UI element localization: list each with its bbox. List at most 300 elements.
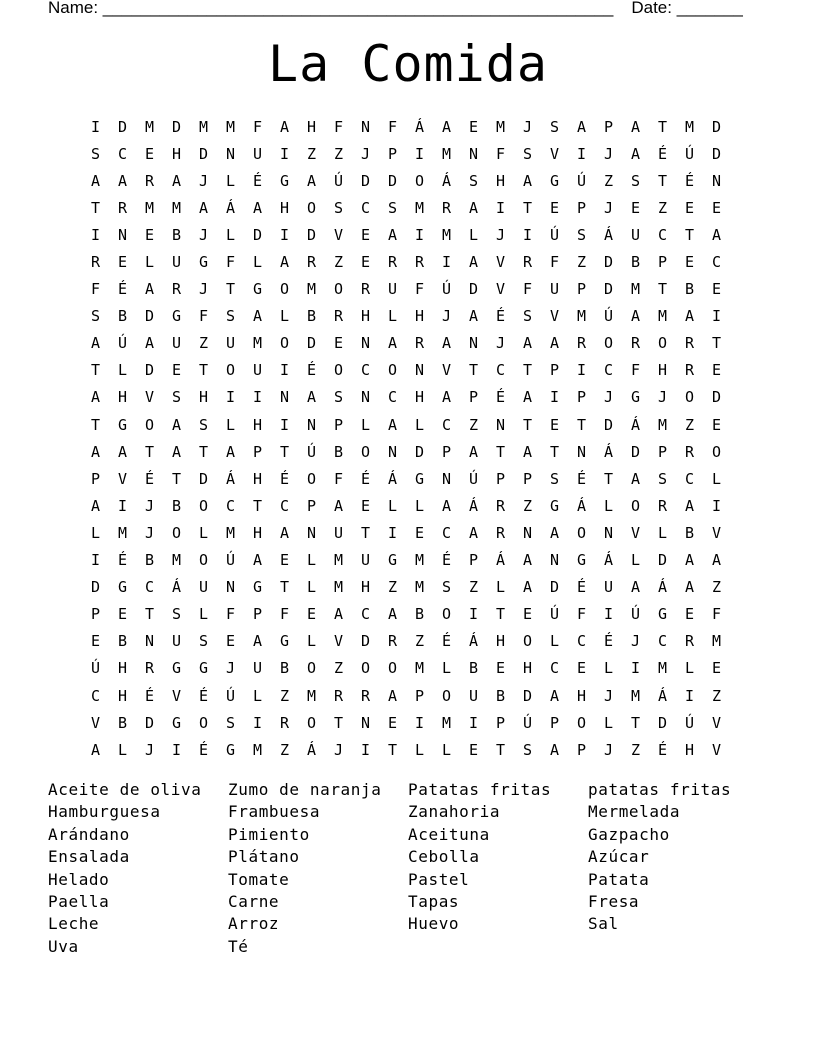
grid-letter: I bbox=[90, 551, 101, 570]
grid-letter: S bbox=[333, 388, 344, 407]
grid-letter: U bbox=[171, 253, 182, 272]
grid-letter: A bbox=[441, 496, 452, 515]
grid-letter: L bbox=[198, 605, 209, 624]
grid-letter: T bbox=[198, 361, 209, 380]
header-line bbox=[48, 0, 748, 18]
grid-letter: E bbox=[711, 361, 722, 380]
grid-letter: J bbox=[198, 171, 209, 190]
grid-letter: O bbox=[198, 496, 209, 515]
grid-letter: R bbox=[684, 334, 695, 353]
grid-letter: É bbox=[117, 280, 128, 299]
grid-letter: I bbox=[360, 740, 371, 759]
word-list-item: Carne bbox=[228, 891, 280, 911]
grid-letter: U bbox=[630, 225, 641, 244]
grid-letter: E bbox=[711, 415, 722, 434]
grid-letter: É bbox=[252, 171, 263, 190]
grid-letter: Z bbox=[279, 686, 290, 705]
grid-letter: S bbox=[657, 469, 668, 488]
grid-letter: J bbox=[603, 740, 614, 759]
grid-letter: E bbox=[387, 713, 398, 732]
grid-letter: P bbox=[252, 442, 263, 461]
grid-letter: Ú bbox=[684, 144, 695, 163]
grid-letter: L bbox=[441, 659, 452, 678]
grid-letter: R bbox=[90, 253, 101, 272]
grid-letter: H bbox=[360, 578, 371, 597]
grid-letter: B bbox=[684, 280, 695, 299]
grid-letter: D bbox=[387, 171, 398, 190]
grid-letter: A bbox=[117, 442, 128, 461]
grid-letter: A bbox=[441, 117, 452, 136]
grid-letter: E bbox=[630, 198, 641, 217]
grid-letter: L bbox=[117, 361, 128, 380]
grid-letter: L bbox=[225, 225, 236, 244]
grid-letter: V bbox=[549, 144, 560, 163]
grid-letter: Á bbox=[468, 632, 479, 651]
grid-letter: Á bbox=[657, 686, 668, 705]
grid-letter: R bbox=[387, 253, 398, 272]
grid-letter: A bbox=[387, 605, 398, 624]
grid-letter: L bbox=[441, 740, 452, 759]
grid-letter: S bbox=[522, 740, 533, 759]
grid-letter: Z bbox=[711, 578, 722, 597]
grid-letter: N bbox=[306, 523, 317, 542]
grid-letter: É bbox=[657, 740, 668, 759]
grid-letter: C bbox=[360, 605, 371, 624]
grid-letter: A bbox=[252, 198, 263, 217]
grid-letter: C bbox=[603, 361, 614, 380]
grid-letter: R bbox=[684, 632, 695, 651]
grid-letter: I bbox=[711, 307, 722, 326]
grid-letter: Z bbox=[279, 740, 290, 759]
grid-letter: A bbox=[171, 442, 182, 461]
grid-letter: I bbox=[468, 713, 479, 732]
grid-letter: E bbox=[90, 632, 101, 651]
grid-letter: S bbox=[522, 307, 533, 326]
grid-letter: S bbox=[198, 632, 209, 651]
grid-letter: I bbox=[279, 415, 290, 434]
grid-letter: A bbox=[279, 523, 290, 542]
grid-letter: S bbox=[90, 307, 101, 326]
grid-letter: M bbox=[171, 198, 182, 217]
grid-letter: N bbox=[279, 388, 290, 407]
grid-letter: M bbox=[252, 334, 263, 353]
grid-letter: H bbox=[198, 388, 209, 407]
grid-letter: I bbox=[522, 225, 533, 244]
grid-letter: A bbox=[522, 388, 533, 407]
word-list-item: Arroz bbox=[228, 914, 280, 934]
grid-letter: L bbox=[225, 171, 236, 190]
grid-letter: Ú bbox=[306, 442, 317, 461]
grid-letter: T bbox=[657, 117, 668, 136]
grid-letter: C bbox=[441, 415, 452, 434]
grid-letter: A bbox=[117, 171, 128, 190]
grid-letter: L bbox=[414, 740, 425, 759]
grid-letter: Z bbox=[333, 144, 344, 163]
grid-letter: I bbox=[576, 144, 587, 163]
grid-letter: Z bbox=[468, 415, 479, 434]
grid-letter: D bbox=[630, 442, 641, 461]
grid-letter: U bbox=[171, 334, 182, 353]
grid-letter: I bbox=[441, 253, 452, 272]
grid-letter: M bbox=[630, 280, 641, 299]
grid-letter: D bbox=[360, 171, 371, 190]
grid-letter: P bbox=[549, 361, 560, 380]
grid-letter: O bbox=[657, 334, 668, 353]
grid-letter: L bbox=[279, 307, 290, 326]
grid-letter: R bbox=[414, 253, 425, 272]
grid-letter: F bbox=[225, 253, 236, 272]
grid-letter: N bbox=[468, 144, 479, 163]
grid-letter: J bbox=[603, 686, 614, 705]
word-list-item: Mermelada bbox=[588, 802, 681, 822]
grid-letter: H bbox=[522, 659, 533, 678]
grid-letter: A bbox=[306, 171, 317, 190]
grid-letter: U bbox=[225, 334, 236, 353]
grid-letter: D bbox=[117, 117, 128, 136]
grid-letter: N bbox=[468, 334, 479, 353]
grid-letter: S bbox=[333, 198, 344, 217]
word-list bbox=[48, 779, 768, 958]
grid-letter: B bbox=[144, 551, 155, 570]
word-list-item: Leche bbox=[48, 914, 100, 934]
grid-letter: A bbox=[225, 442, 236, 461]
grid-letter: H bbox=[117, 388, 128, 407]
grid-letter: L bbox=[711, 469, 722, 488]
grid-letter: Z bbox=[711, 686, 722, 705]
word-list-item: Té bbox=[228, 936, 249, 956]
grid-letter: I bbox=[414, 144, 425, 163]
grid-letter: O bbox=[198, 713, 209, 732]
grid-letter: L bbox=[198, 523, 209, 542]
grid-letter: N bbox=[360, 117, 371, 136]
grid-letter: H bbox=[360, 307, 371, 326]
grid-letter: S bbox=[90, 144, 101, 163]
grid-letter: A bbox=[522, 551, 533, 570]
grid-letter: C bbox=[711, 253, 722, 272]
grid-letter: E bbox=[117, 605, 128, 624]
word-list-item: Pastel bbox=[408, 869, 470, 889]
grid-letter: P bbox=[495, 469, 506, 488]
word-list-item: Plátano bbox=[228, 847, 300, 867]
grid-letter: V bbox=[333, 632, 344, 651]
grid-letter: A bbox=[441, 334, 452, 353]
grid-letter: E bbox=[468, 117, 479, 136]
grid-letter: T bbox=[495, 605, 506, 624]
grid-letter: É bbox=[117, 551, 128, 570]
grid-letter: L bbox=[306, 551, 317, 570]
grid-letter: T bbox=[90, 361, 101, 380]
grid-letter: S bbox=[576, 225, 587, 244]
grid-letter: A bbox=[522, 171, 533, 190]
grid-letter: Ú bbox=[522, 713, 533, 732]
grid-letter: L bbox=[252, 253, 263, 272]
grid-letter: M bbox=[684, 117, 695, 136]
grid-letter: É bbox=[360, 469, 371, 488]
grid-letter: I bbox=[468, 605, 479, 624]
grid-letter: T bbox=[522, 415, 533, 434]
grid-letter: N bbox=[414, 361, 425, 380]
date-field-label: Date: _______ bbox=[631, 0, 743, 17]
grid-letter: T bbox=[630, 713, 641, 732]
grid-letter: U bbox=[171, 632, 182, 651]
grid-letter: D bbox=[711, 144, 722, 163]
grid-letter: Z bbox=[630, 740, 641, 759]
grid-letter: B bbox=[333, 442, 344, 461]
word-list-item: Aceite de oliva bbox=[48, 780, 202, 799]
grid-letter: S bbox=[387, 198, 398, 217]
grid-letter: B bbox=[414, 605, 425, 624]
grid-letter: G bbox=[171, 713, 182, 732]
grid-letter: A bbox=[90, 496, 101, 515]
grid-letter: Ú bbox=[225, 551, 236, 570]
grid-letter: R bbox=[630, 334, 641, 353]
grid-letter: A bbox=[306, 388, 317, 407]
grid-letter: L bbox=[657, 523, 668, 542]
grid-letter: M bbox=[144, 198, 155, 217]
grid-letter: D bbox=[144, 713, 155, 732]
grid-letter: L bbox=[549, 632, 560, 651]
grid-letter: H bbox=[414, 307, 425, 326]
word-list-item: Azúcar bbox=[588, 847, 650, 867]
word-list-item: Cebolla bbox=[408, 847, 480, 867]
grid-letter: P bbox=[522, 469, 533, 488]
grid-letter: I bbox=[684, 686, 695, 705]
grid-letter: A bbox=[549, 686, 560, 705]
grid-letter: É bbox=[441, 632, 452, 651]
grid-letter: V bbox=[630, 523, 641, 542]
grid-letter: T bbox=[468, 361, 479, 380]
word-list-item: Tomate bbox=[228, 869, 290, 889]
grid-letter: M bbox=[657, 415, 668, 434]
grid-letter: A bbox=[90, 388, 101, 407]
grid-letter: P bbox=[576, 388, 587, 407]
grid-letter: S bbox=[171, 605, 182, 624]
grid-letter: A bbox=[252, 551, 263, 570]
grid-letter: V bbox=[171, 686, 182, 705]
grid-letter: L bbox=[603, 496, 614, 515]
grid-letter: É bbox=[495, 307, 506, 326]
grid-letter: A bbox=[684, 578, 695, 597]
grid-letter: Ú bbox=[603, 307, 614, 326]
grid-letter: H bbox=[279, 198, 290, 217]
word-list-item: Frambuesa bbox=[228, 802, 321, 822]
word-list-item: Gazpacho bbox=[588, 824, 670, 844]
grid-letter: D bbox=[468, 280, 479, 299]
grid-letter: L bbox=[603, 713, 614, 732]
grid-letter: H bbox=[252, 523, 263, 542]
grid-letter: M bbox=[306, 280, 317, 299]
grid-letter: Ú bbox=[630, 605, 641, 624]
grid-letter: Z bbox=[306, 144, 317, 163]
grid-letter: Ú bbox=[468, 469, 479, 488]
grid-letter: D bbox=[603, 415, 614, 434]
grid-letter: A bbox=[630, 307, 641, 326]
grid-letter: H bbox=[495, 632, 506, 651]
grid-letter: O bbox=[387, 659, 398, 678]
grid-letter: A bbox=[90, 334, 101, 353]
grid-letter: T bbox=[333, 713, 344, 732]
grid-letter: O bbox=[171, 523, 182, 542]
grid-letter: F bbox=[225, 605, 236, 624]
grid-letter: Á bbox=[306, 740, 317, 759]
grid-letter: Á bbox=[225, 198, 236, 217]
grid-letter: J bbox=[441, 307, 452, 326]
grid-letter: D bbox=[360, 632, 371, 651]
grid-letter: D bbox=[657, 551, 668, 570]
grid-letter: P bbox=[549, 713, 560, 732]
grid-letter: B bbox=[117, 307, 128, 326]
grid-letter: O bbox=[441, 686, 452, 705]
grid-letter: Á bbox=[387, 469, 398, 488]
word-list-item: Fresa bbox=[588, 891, 640, 911]
word-list-item: Ensalada bbox=[48, 847, 130, 867]
grid-letter: É bbox=[657, 144, 668, 163]
grid-letter: C bbox=[657, 632, 668, 651]
grid-letter: N bbox=[360, 713, 371, 732]
grid-letter: M bbox=[414, 551, 425, 570]
grid-letter: I bbox=[225, 388, 236, 407]
grid-letter: O bbox=[306, 469, 317, 488]
grid-letter: A bbox=[171, 415, 182, 434]
grid-letter: I bbox=[603, 605, 614, 624]
grid-letter: I bbox=[252, 388, 263, 407]
grid-letter: M bbox=[414, 578, 425, 597]
grid-letter: M bbox=[225, 117, 236, 136]
word-list-item: Uva bbox=[48, 936, 79, 956]
grid-letter: A bbox=[90, 171, 101, 190]
grid-letter: R bbox=[333, 307, 344, 326]
grid-letter: O bbox=[603, 334, 614, 353]
grid-letter: Á bbox=[225, 469, 236, 488]
grid-letter: D bbox=[198, 469, 209, 488]
grid-letter: Á bbox=[495, 551, 506, 570]
grid-letter: L bbox=[306, 632, 317, 651]
grid-letter: A bbox=[441, 388, 452, 407]
grid-letter: U bbox=[360, 551, 371, 570]
grid-letter: N bbox=[549, 551, 560, 570]
grid-letter: A bbox=[468, 523, 479, 542]
grid-letter: D bbox=[144, 361, 155, 380]
grid-letter: P bbox=[333, 415, 344, 434]
word-list-item: Paella bbox=[48, 891, 110, 911]
grid-letter: R bbox=[360, 686, 371, 705]
grid-letter: L bbox=[495, 578, 506, 597]
grid-letter: F bbox=[90, 280, 101, 299]
grid-letter: B bbox=[468, 659, 479, 678]
grid-letter: H bbox=[117, 686, 128, 705]
grid-letter: G bbox=[279, 171, 290, 190]
grid-letter: P bbox=[441, 442, 452, 461]
grid-letter: R bbox=[171, 280, 182, 299]
grid-letter: O bbox=[387, 361, 398, 380]
grid-letter: G bbox=[576, 551, 587, 570]
name-field-label: Name: ______________________________________________________ bbox=[48, 0, 614, 17]
grid-letter: A bbox=[630, 117, 641, 136]
grid-letter: F bbox=[198, 307, 209, 326]
grid-letter: P bbox=[252, 605, 263, 624]
grid-letter: Z bbox=[333, 659, 344, 678]
grid-letter: T bbox=[144, 442, 155, 461]
grid-letter: V bbox=[549, 307, 560, 326]
grid-letter: O bbox=[360, 442, 371, 461]
grid-letter: A bbox=[333, 605, 344, 624]
grid-letter: C bbox=[144, 578, 155, 597]
grid-letter: R bbox=[144, 659, 155, 678]
grid-letter: N bbox=[360, 388, 371, 407]
grid-letter: Á bbox=[630, 415, 641, 434]
grid-letter: R bbox=[495, 496, 506, 515]
grid-letter: N bbox=[522, 523, 533, 542]
grid-letter: U bbox=[468, 686, 479, 705]
grid-letter: A bbox=[468, 253, 479, 272]
grid-letter: É bbox=[198, 740, 209, 759]
grid-letter: I bbox=[387, 523, 398, 542]
grid-letter: R bbox=[279, 713, 290, 732]
grid-letter: M bbox=[333, 578, 344, 597]
grid-letter: J bbox=[495, 225, 506, 244]
grid-letter: U bbox=[252, 144, 263, 163]
grid-letter: N bbox=[441, 469, 452, 488]
grid-letter: T bbox=[225, 280, 236, 299]
grid-letter: V bbox=[144, 388, 155, 407]
grid-letter: R bbox=[144, 171, 155, 190]
word-search-grid bbox=[82, 113, 730, 763]
grid-letter: Á bbox=[576, 496, 587, 515]
grid-letter: T bbox=[198, 442, 209, 461]
grid-letter: D bbox=[306, 334, 317, 353]
grid-letter: E bbox=[495, 659, 506, 678]
grid-letter: D bbox=[711, 117, 722, 136]
grid-letter: I bbox=[252, 713, 263, 732]
grid-letter: N bbox=[387, 442, 398, 461]
grid-letter: N bbox=[603, 523, 614, 542]
grid-letter: I bbox=[630, 659, 641, 678]
grid-letter: Z bbox=[333, 253, 344, 272]
grid-letter: L bbox=[306, 578, 317, 597]
grid-letter: D bbox=[90, 578, 101, 597]
grid-letter: S bbox=[549, 117, 560, 136]
grid-letter: I bbox=[279, 361, 290, 380]
grid-letter: Á bbox=[468, 496, 479, 515]
word-list-item: Tapas bbox=[408, 891, 460, 911]
grid-letter: F bbox=[495, 144, 506, 163]
grid-letter: P bbox=[468, 551, 479, 570]
grid-letter: A bbox=[522, 578, 533, 597]
grid-letter: L bbox=[414, 415, 425, 434]
grid-letter: I bbox=[90, 117, 101, 136]
grid-letter: J bbox=[360, 144, 371, 163]
page-title: La Comida bbox=[268, 35, 548, 93]
grid-letter: N bbox=[711, 171, 722, 190]
grid-letter: L bbox=[225, 415, 236, 434]
grid-letter: Z bbox=[387, 578, 398, 597]
grid-letter: F bbox=[549, 253, 560, 272]
grid-letter: P bbox=[387, 144, 398, 163]
grid-letter: J bbox=[603, 388, 614, 407]
grid-letter: E bbox=[468, 740, 479, 759]
grid-letter: Z bbox=[684, 415, 695, 434]
grid-letter: I bbox=[414, 713, 425, 732]
grid-letter: Á bbox=[603, 551, 614, 570]
grid-letter: C bbox=[225, 496, 236, 515]
grid-letter: C bbox=[549, 659, 560, 678]
grid-letter: S bbox=[549, 469, 560, 488]
grid-letter: D bbox=[306, 225, 317, 244]
grid-letter: G bbox=[387, 551, 398, 570]
grid-letter: E bbox=[711, 198, 722, 217]
grid-letter: G bbox=[549, 171, 560, 190]
grid-letter: H bbox=[495, 171, 506, 190]
